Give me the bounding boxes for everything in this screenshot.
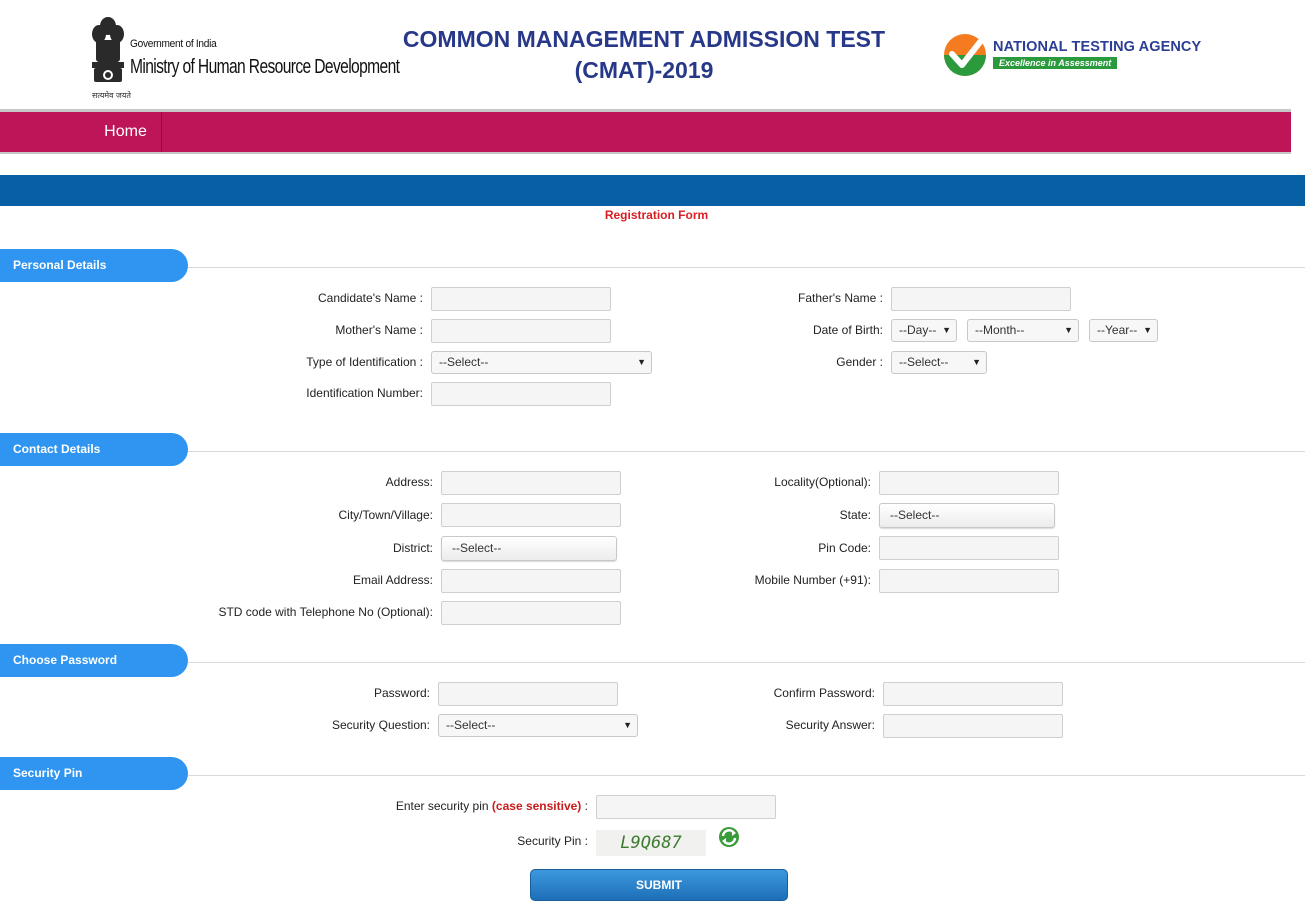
security-question-select[interactable] <box>438 714 638 737</box>
state-select[interactable] <box>879 503 1055 528</box>
state-value: --Select-- <box>890 508 940 522</box>
nta-tagline-text: Excellence in Assessment <box>993 57 1117 69</box>
security-pin-input[interactable] <box>596 795 776 819</box>
chevron-down-icon: ▼ <box>623 720 632 730</box>
locality-label: Locality(Optional): <box>774 475 871 489</box>
address-input[interactable] <box>441 471 621 495</box>
confirm-password-label: Confirm Password: <box>773 686 875 700</box>
dob-day-value: --Day-- <box>899 323 937 337</box>
email-label: Email Address: <box>352 573 433 587</box>
pincode-label: Pin Code: <box>818 541 871 555</box>
nta-logo <box>942 32 1204 80</box>
blue-banner-bar <box>0 175 1305 206</box>
candidate-name-input[interactable] <box>431 287 611 311</box>
mother-name-input[interactable] <box>431 319 611 343</box>
dob-label: Date of Birth: <box>812 323 883 337</box>
pincode-input[interactable] <box>879 536 1059 560</box>
main-nav <box>0 112 1291 152</box>
section-divider <box>188 775 1305 776</box>
section-contact-details: Contact Details <box>0 433 188 466</box>
nta-check-logo-icon <box>942 32 988 78</box>
district-label: District: <box>393 541 433 555</box>
section-choose-password: Choose Password <box>0 644 188 677</box>
form-title: Registration Form <box>604 208 709 222</box>
mobile-input[interactable] <box>879 569 1059 593</box>
mother-name-label: Mother's Name : <box>335 323 423 337</box>
chevron-down-icon: ▼ <box>1064 325 1073 335</box>
national-emblem-icon <box>86 12 130 100</box>
enter-pin-text: Enter security pin <box>395 799 489 813</box>
security-question-label: Security Question: <box>331 718 430 732</box>
nav-bottom-border <box>0 152 1291 154</box>
chevron-down-icon: ▼ <box>637 357 646 367</box>
page-header <box>0 0 1305 110</box>
gender-select[interactable] <box>891 351 987 374</box>
security-pin-label: Security Pin : <box>517 834 588 848</box>
moe-ministry-text: Ministry of Human Resource Development <box>130 56 400 78</box>
address-label: Address: <box>385 475 433 489</box>
id-number-input[interactable] <box>431 382 611 406</box>
city-input[interactable] <box>441 503 621 527</box>
nav-home-link[interactable]: Home <box>90 112 162 152</box>
gender-value: --Select-- <box>899 355 949 369</box>
title-line-2: (CMAT)-2019 <box>574 57 714 83</box>
email-input[interactable] <box>441 569 621 593</box>
section-divider <box>188 267 1305 268</box>
district-value: --Select-- <box>452 541 502 555</box>
father-name-label: Father's Name : <box>798 291 883 305</box>
chevron-down-icon: ▼ <box>942 325 951 335</box>
case-sensitive-text: (case sensitive) <box>491 799 582 813</box>
father-name-input[interactable] <box>891 287 1071 311</box>
captcha-image: L9Q687 <box>596 830 706 856</box>
section-personal-details: Personal Details <box>0 249 188 282</box>
chevron-down-icon: ▼ <box>1143 325 1152 335</box>
nta-name-text: NATIONAL TESTING AGENCY <box>993 39 1202 55</box>
dob-month-select[interactable] <box>967 319 1079 342</box>
submit-button[interactable]: SUBMIT <box>530 869 788 901</box>
section-security-pin: Security Pin <box>0 757 188 790</box>
title-line-1: COMMON MANAGEMENT ADMISSION TEST <box>402 26 886 52</box>
moe-government-text: Government of India <box>130 38 217 50</box>
gender-label: Gender : <box>836 355 883 369</box>
moe-motto-text: सत्यमेव जयते <box>92 91 131 100</box>
mobile-label: Mobile Number (+91): <box>754 573 871 587</box>
dob-year-value: --Year-- <box>1097 323 1138 337</box>
std-telephone-input[interactable] <box>441 601 621 625</box>
chevron-down-icon: ▼ <box>972 357 981 367</box>
dob-year-select[interactable] <box>1089 319 1158 342</box>
district-select[interactable] <box>441 536 617 561</box>
id-type-label: Type of Identification : <box>306 355 423 369</box>
locality-input[interactable] <box>879 471 1059 495</box>
password-label: Password: <box>373 686 430 700</box>
id-number-label: Identification Number: <box>306 386 423 400</box>
enter-pin-suffix: : <box>584 799 588 813</box>
section-divider <box>188 451 1305 452</box>
password-input[interactable] <box>438 682 618 706</box>
id-type-value: --Select-- <box>439 355 489 369</box>
security-answer-input[interactable] <box>883 714 1063 738</box>
section-divider <box>188 662 1305 663</box>
city-label: City/Town/Village: <box>338 508 433 522</box>
std-label: STD code with Telephone No (Optional): <box>218 605 433 619</box>
enter-security-pin-label <box>396 799 588 813</box>
id-type-select[interactable] <box>431 351 652 374</box>
state-label: State: <box>839 508 871 522</box>
dob-month-value: --Month-- <box>975 323 1025 337</box>
confirm-password-input[interactable] <box>883 682 1063 706</box>
refresh-captcha-icon[interactable] <box>718 826 740 848</box>
candidate-name-label: Candidate's Name : <box>317 291 423 305</box>
security-question-value: --Select-- <box>446 718 496 732</box>
security-answer-label: Security Answer: <box>785 718 875 732</box>
page-title <box>384 24 904 86</box>
moe-logo <box>86 12 400 100</box>
dob-day-select[interactable] <box>891 319 957 342</box>
